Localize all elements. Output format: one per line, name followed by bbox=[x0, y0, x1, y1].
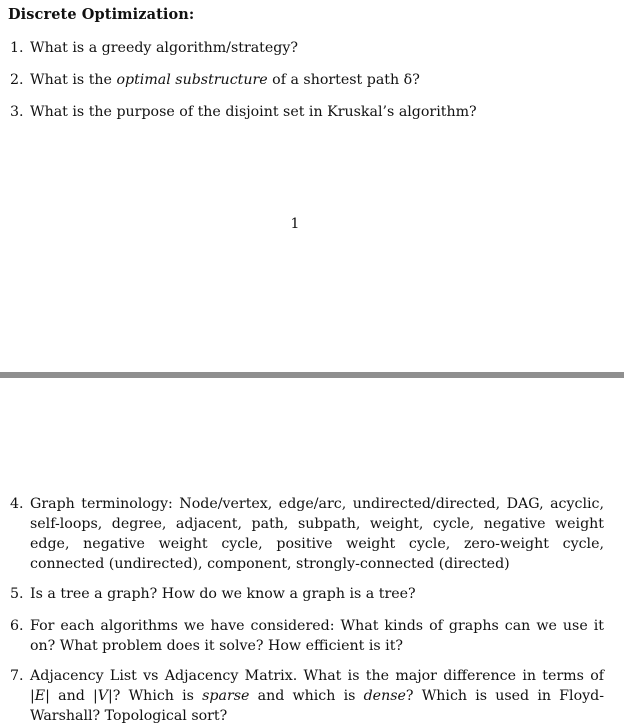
question-text: For each algorithms we have considered: What kinds of graphs can we use it on? What problem does it solve? How efficient is it? bbox=[30, 618, 604, 654]
question-text: Adjacency List vs Adjacency Matrix. What is the major difference in terms of |E| and |V|? Which is sparse and which is dense? Which is used in Floyd-Warshall? Topological sort? bbox=[30, 668, 604, 724]
question-2 bbox=[10, 70, 604, 90]
question-text: Is a tree a graph? How do we know a graph is a tree? bbox=[30, 586, 416, 602]
question-text: What is a greedy algorithm/strategy? bbox=[30, 40, 298, 56]
question-number: 7. bbox=[10, 668, 24, 684]
question-number: 6. bbox=[10, 618, 24, 634]
question-4 bbox=[10, 494, 604, 574]
question-1 bbox=[10, 38, 604, 58]
question-number: 4. bbox=[10, 496, 24, 512]
page-title: Discrete Optimization: bbox=[8, 6, 195, 23]
emphasis-term: optimal substructure bbox=[116, 72, 268, 88]
emphasis-term: sparse bbox=[202, 688, 250, 704]
question-text: What is the optimal substructure of a shortest path δ? bbox=[30, 72, 420, 88]
question-5 bbox=[10, 584, 604, 604]
question-number: 5. bbox=[10, 586, 24, 602]
question-text: Graph terminology: Node/vertex, edge/arc, undirected/directed, DAG, acyclic, self-loops, degree, adjacent, path, subpath, weight, cycle, negative weight edge, negative weight cycle, positive weight cycle, zero-weight cycle, connected (undirected), component, strongly-connected (directed) bbox=[30, 496, 604, 572]
question-number: 3. bbox=[10, 104, 24, 120]
question-text: What is the purpose of the disjoint set in Kruskal’s algorithm? bbox=[30, 104, 477, 120]
emphasis-term: dense bbox=[363, 688, 406, 704]
page-divider bbox=[0, 372, 624, 378]
question-3 bbox=[10, 102, 604, 122]
page-number: 1 bbox=[290, 216, 300, 232]
question-7 bbox=[10, 666, 604, 726]
question-6 bbox=[10, 616, 604, 656]
question-number: 1. bbox=[10, 40, 24, 56]
question-number: 2. bbox=[10, 72, 24, 88]
